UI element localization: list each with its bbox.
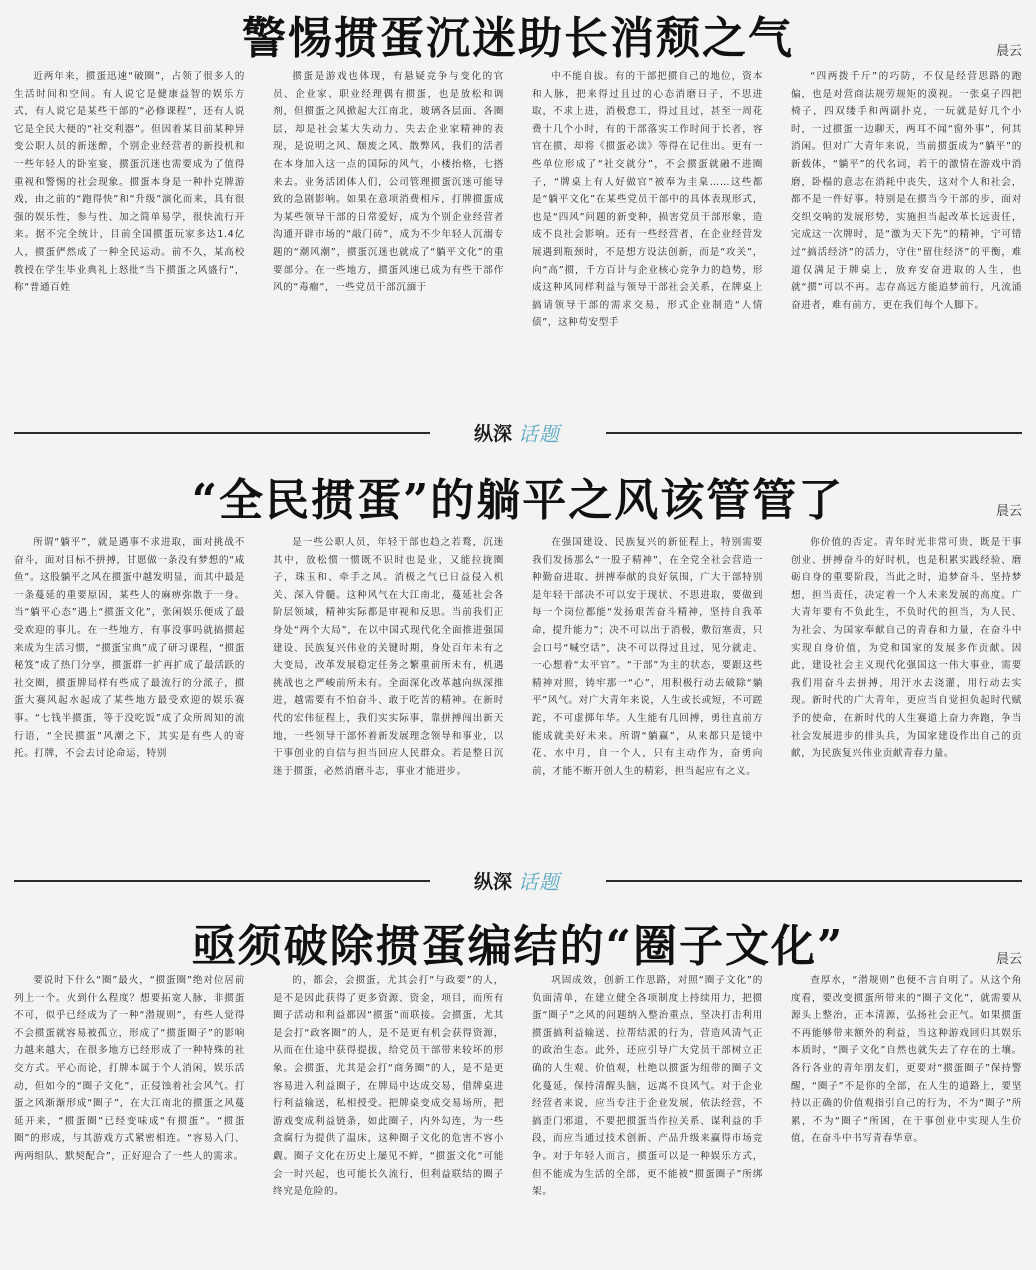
article-3-headline: 亟须破除掼蛋编结的“圈子文化”	[191, 921, 845, 972]
divider-rule	[606, 432, 1022, 434]
article-3-body	[14, 972, 1022, 1270]
section-tag-right: 话题	[518, 869, 560, 894]
article-1-body	[14, 68, 1022, 406]
article-3-column-2: 的，都会，会掼蛋，尤其会打“与政要”的人，是不是因此获得了更多资源、资金，项目，而所有圈子活动和利益都因“掼蛋”而联接。会掼蛋，尤其是会打“政客圈”的人，是不是更有机会获得资源，从而在仕途中获得提拔，给党员干部带来较坏的形象。会掼蛋，尤其是会打“商务圈”的人，是不是更容易进入利益圈子，在牌局中达成交易，借牌桌进行利益输送，私相授受。把牌桌变成交易场所，把游戏变成利益链条，如此圈子，内外勾连，为一些贪腐行为提供了温床，这种圈子文化的危害不容小觑。圈子文化在历史上屡见不鲜，“掼蛋文化”可能会一时兴起，也可能长久流行，但利益联结的圈子终究是危险的。	[273, 975, 504, 1198]
section-tag-right: 话题	[518, 421, 560, 446]
section-tag	[444, 420, 590, 444]
divider-rule	[14, 880, 430, 882]
section-divider-1	[14, 420, 1022, 444]
article-1-column-2: 掼蛋是游戏也体现，有悬疑竞争与变化的官员、企业家、职业经理偶有掼蛋，也是放松和调剂，但掼蛋之风掀起大江南北，玻璃各层面、各圈层，却是社会某大失动力、失去企业家精神的表现，是说明之风、颓废之风、散弊风，我们的活者在本身加入这一点的国际的风气，小楼抬格，七搭来去。业务活团体人们，公司管理掼蛋沉迷可能导致的急剧影响。如果在意项消费相斥，打牌掼蛋成为某些领导干部的日常爱好，成为个别企业经营者沟通开辟市场的“敲门砖”，成为不少年轻人沉溺专题的“潮风潮”，掼蛋沉迷也就成了“躺平文化”的重要部分。在一些地方，掼蛋风速已成为有些干部作风的“毒瘤”，一些党员干部沉湎于	[273, 71, 504, 294]
article-2-headline: “全民掼蛋”的躺平之风该管管了	[191, 475, 845, 526]
article-3-column-3: 巩固成效，创新工作思路，对照“圈子文化”的负面清单，在建立健全各项制度上持续用力，把掼蛋“圈子”之风的问题纳入整治重点，坚决打击利用掼蛋搞利益输送、拉帮结派的行为，营造风清气正的政治生态。此外，还应引导广大党员干部树立正确的人生观、价值观，杜绝以掼蛋为纽带的圈子文化蔓延，保持清醒头脑，远离不良风气。对于企业经营者来说，应当专注于企业发展，依法经营，不搞歪门邪道，不要把掼蛋当作拉关系、谋利益的手段，而应当通过技术创新、产品升级来赢得市场竞争。对于年轻人而言，掼蛋可以是一种娱乐方式，但不能成为生活的全部，更不能被“掼蛋圈子”所绑架。	[532, 975, 763, 1198]
section-divider-2	[14, 868, 1022, 892]
article-1-column-1: 近两年来，掼蛋迅速“破圈”，占领了很多人的生活时间和空间。有人说它是健康益智的娱乐方式，有人说它是某些干部的“必修课程”，还有人说它是全民大便的“社交利器”。但因着某目前某种异变公职人员的新迷醉，个别企业经营者的新投机和一些年轻人的卧室宴，掼蛋沉迷也需要成为了值得重视和警惕的社会现象。掼蛋本身是一种扑克牌游戏，由之前的“跑得快”和“升级”演化而来，具有很强的娱乐性，参与性、加之简单易学，很快流行开来。据不完全统计，目前全国掼蛋玩家多达1.4亿人，掼蛋俨然成了一种全民运动。前不久，某高校教授在学生毕业典礼上怒批“当下掼蛋之风盛行”，称“普通百姓	[14, 71, 245, 294]
article-3-column-1: 要说时下什么“圈”最火，“掼蛋圈”绝对位居前列上一个。火到什么程度？想要拓宽人脉，非掼蛋不可，似乎已经成为了一种“潜规则”，有些人觉得不会掼蛋就容易被孤立，形成了“掼蛋圈子”的影响力越来越大，在很多地方已经形成了一种特殊的社交方式。平心而论，打牌本属于个人消闲，娱乐活动，但如今的“圈子文化”，正侵蚀着社会风气。打蛋之风渐渐形成“圈子”，在大江南北的掼蛋之风蔓延开来，“掼蛋圈”已经变味成“有掼蛋”。“掼蛋圈”的形成，与其游戏方式紧密相连。“容易入门、两两组队、默契配合”，正好迎合了一些人的需求。	[14, 975, 245, 1162]
article-1-column-4: “四两拨千斤”的巧防，不仅是经营思路的跑偏，也是对营商法规劳规矩的漠视。一张桌子四把椅子，四双缕手和两副扑克，一玩就是好几个小时，一过掼蛋一边聊天，两耳不闻“窗外事”，何其消闲。但对广大青年来说，当前掼蛋成为“躺平”的新载体，“躺平”的代名词，若干的激情在游戏中消磨，卧榻的意志在消耗中丧失，这对个人和社会，都不是一件好事。特别是在掼当今干部的步，面对交织交响的发展形势，实施担当起改革长远责任，完成这一次牌时，是“激为天下先”的精神，宁可错过“搞活经济”的活力，守住“留住经济”的平衡，难道仅满足于牌桌上，放弃安奋进取的人生，也就“掼”可以不再。志存高远方能追梦前行，凡流涌奋进者，难有前方，更在我们每个人脚下。	[791, 71, 1022, 311]
article-2-body	[14, 534, 1022, 850]
article-2-column-4: 你价值的否定。青年时光非常可贵，既是干事创业、拼搏奋斗的好时机，也是积累实践经验、磨砺自身的重要阶段，当此之时，追梦奋斗、坚持梦想，担当责任，决定着一个人未来发展的高度。广大青年要有不负此生，不负时代的担当，为人民、为社会、为国家奉献自己的青春和力量，在奋斗中实现自身价值，为党和国家的发展多作贡献。因此，建设社会主义现代化强国这一伟大事业，需要我们用奋斗去拼搏，用汗水去浇灌，用行动去实现。新时代的广大青年，更应当自觉担负起时代赋予的使命，在新时代的人生赛道上奋力奔跑，争当社会发展进步的排头兵，为国家建设作出自己的贡献，为民族复兴伟业贡献青春力量。	[791, 537, 1022, 760]
section-tag-left: 纵深	[473, 422, 512, 445]
article-2-byline: 晨云	[995, 504, 1022, 519]
article-1-byline: 晨云	[995, 44, 1022, 59]
section-tag	[444, 868, 590, 892]
divider-rule	[14, 432, 430, 434]
section-tag-left: 纵深	[473, 870, 512, 893]
article-3-column-4: 查厚水，“潜规则”也便不言自明了。从这个角度看，要改变掼蛋所带来的“圈子文化”，就需要从源头上整治，正本清源，弘扬社会正气。如果掼蛋不再能够带来额外的利益，当这种游戏回归其娱乐本质时，“圈子文化”自然也就失去了存在的土壤。各行各业的青年朋友们，更要对“掼蛋圈子”保持警醒，“圈子”不是你的全部，在人生的道路上，要坚持以正确的价值观指引自己的行为，不为“圈子”所累，不为“圈子”所困，在干事创业中实现人生价值，在奋斗中书写青春华章。	[791, 975, 1022, 1145]
article-2-column-1: 所谓“躺平”，就是遇事不求进取，面对挑战不奋斗，面对目标不拼搏，甘愿做一条没有梦想的“咸鱼”。这股躺平之风在掼蛋中越发明显，而其中最是一条蔓延的重要原因，某些人的麻痹弥散于一身。当“躺平心态”遇上“掼蛋文化”，张闲娱乐便成了最受欢迎的事儿。在一些地方，有事没事吗就搞掼起来成为生活习惯，“掼蛋宝典”成了研习课程，“掼蛋秘笈”成了热门分享，掼蛋群一扩再扩成了最活跃的社交圈，掼蛋牌局样有些成了最流行的分派子，掼蛋大赛风起水起成了某些地方最受欢迎的娱乐赛事。“七钱半掼蛋，等于没吃饭”成了众所周知的流行语，“全民掼蛋”风潮之下，其实是有些人的寄托。打牌，不会去讨论命运，特别	[14, 537, 245, 760]
article-1-column-3: 中不能自拔。有的干部把掼自己的地位，资本和人脉，把来得过且过的心态消磨日子，不思进取，不求上进，消极怠工，得过且过，甚至一周花费十几个小时，有的干部落实工作时间于长者，容官在掼，却将《掼蛋必读》等得在记住出。更有一些单位形成了“社交就分”，不会掼蛋就融不进圈子，“牌桌上有人好做官”被奉为圭臬……这些都是“躺平文化”在某些党员干部中的具体表现形式，也是“四风”问题的新变种，损害党员干部形象，造成不良社会影响。还有一些经营者，在企业经营发展遇到瓶颈时，不是想方设法创新，而是“攻关”，向“高”掼，千方百计与企业核心竞争力的趋势，形成这种风同样利益与领导干部社会关系，在牌桌上搞请领导干部的需求交易，形式企业制造“人情债”，这种苟安型手	[532, 71, 763, 329]
article-3-byline: 晨云	[995, 952, 1022, 967]
article-1-headline: 警惕掼蛋沉迷助长消颓之气	[242, 13, 794, 64]
article-2-column-3: 在强国建设、民族复兴的新征程上，特别需要我们发扬那么“一股子精神”，在全党全社会营造一种勤奋进取、拼搏奉献的良好氛围，广大干部特别是年轻干部决不可以安于现状、不思进取，要做到每一个岗位都能“发扬艰苦奋斗精神，坚持自我革命，提升能力”；决不可以出于消极，敷衍塞责，只会口号“喊空话”，决不可以得过且过，见分就走、一心想着“太平官”。“干部”为主的状态，要跟这些精神对照，铸牢那一“心”，用积极行动去破除“躺平”风气。对广大青年来说，人生或长或短，不可蹉跎，不可虚掷年华。人生能有几回搏，勇往直前方能成就美好未来。所谓“躺赢”，从来都只是镜中花、水中月，自一个人，只有主动作为，奋勇向前，才能不断开创人生的精彩，担当起应有之义。	[532, 537, 763, 777]
divider-rule	[606, 880, 1022, 882]
article-2-column-2: 是一些公职人员，年轻干部也趋之若鹜，沉迷其中，放松惯一惯既不识时也是业，又能拉拢圈子，珠玉和、牵手之风。消极之气已日益侵入机关、深入骨髓。这种风气在大江南北，蔓延社会各阶层领域，精神实际都是审视和反思。当前我们正身处“两个大局”，在以中国式现代化全面推进强国建设、民族复兴伟业的关键时期，身处百年未有之大变局，改革发展稳定任务之繁重前所未有，机遇挑战也之严峻前所未有。全面深化改革越向纵深推进，越需要有不怕奋斗、敢于吃苦的精神。在新时代的宏伟征程上，我们实实际事，靠拼搏闯出新天地，一些领导干部怀着新发展理念领导和事业，以干事创业的自信与担当回应人民群众。若是整日沉迷于掼蛋，必然消磨斗志，事业才能进步。	[273, 537, 504, 777]
